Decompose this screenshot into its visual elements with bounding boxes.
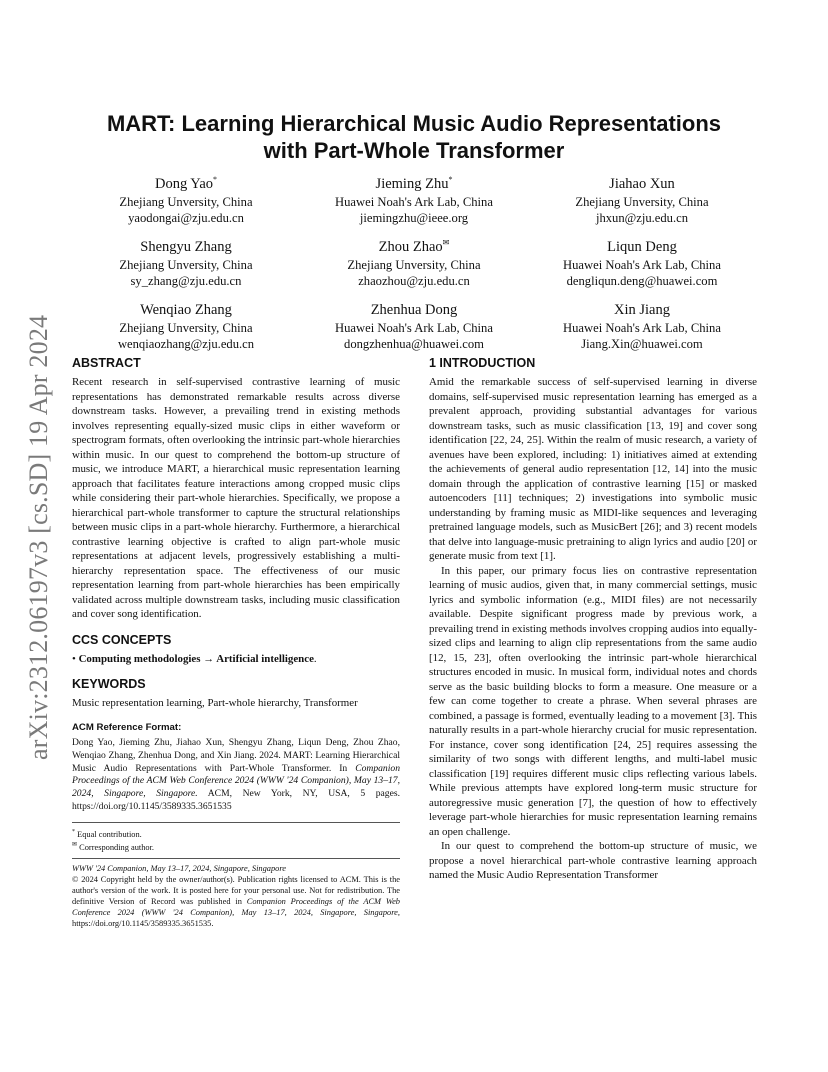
- author-card: [528, 170, 756, 226]
- author-card: [72, 296, 300, 352]
- arxiv-stamp: [22, 290, 56, 760]
- abstract-heading: ABSTRACT: [72, 356, 141, 370]
- left-column: [72, 355, 400, 929]
- copyright-notice: [72, 874, 400, 929]
- footnote-divider: [72, 822, 400, 823]
- equal-contribution-mark: *: [448, 175, 453, 184]
- title-line-2: with Part-Whole Transformer: [263, 138, 565, 163]
- abstract-text: Recent research in self-supervised contrastive learning of music representations has demonstrated remarkable results across diverse downstream tasks. However, a prevailing trend in existing methods involves representing equally-sized music clips in either waveform or spectrogram formats, often overlooking the intrinsic part-whole hierarchies within music. In our quest to comprehend the bottom-up structure of music, we introduce MART, a hierarchical music representation learning approach that facilitates feature interactions among cropped music clips while considering their part-whole hierarchies. Specifically, we propose a hierarchical part-whole transformer to capture the structural relationships between music clips in a part-whole hierarchy. Furthermore, a hierarchical contrastive learning objective is crafted to align part-whole music representations at adjacent levels, progressively establishing a multi-hierarchy representation space. The effectiveness of our music representation learning from part-whole hierarchies has been empirically validated across multiple downstream tasks, including music classification and cover song identification.: [72, 376, 400, 620]
- author-email[interactable]: sy_zhang@zju.edu.cn: [130, 273, 242, 288]
- acm-ref-text: [72, 737, 400, 814]
- author-email[interactable]: Jiang.Xin@huawei.com: [581, 336, 703, 351]
- arxiv-id[interactable]: arXiv:2312.06197v3 [cs.SD] 19 Apr 2024: [24, 314, 53, 760]
- author-card: [300, 233, 528, 289]
- acm-ref-tail[interactable]: ACM, New York, NY, USA, 5 pages. https://doi.org/10.1145/3589335.3651535: [72, 788, 400, 812]
- author-affiliation: Zhejiang Unversity, China: [119, 194, 253, 209]
- ccs-concepts: [72, 652, 400, 667]
- intro-paragraph-3: In our quest to comprehend the bottom-up structure of music, we propose a novel hierarchical part-whole contrastive learning approach named the Music Audio Representation Transformer: [429, 840, 757, 881]
- intro-paragraph-1: Amid the remarkable success of self-supervised learning in diverse domains, self-supervised music representation learning has emerged as a prevalent approach, providing substantial advantages for various downstream tasks, such as music classification [13, 19] and cover song identification [22, 24, 25]. Within the realm of music research, a variety of avenues have been explored, including: 1) initiatives aimed at extending the achievements of general audio representation [12, 14] into the music domain through the application of contrastive learning [15] or masked autoencoders [11] techniques; 2) investigations into symbolic music understanding by framing music as MIDI-like sequences and leveraging pretrained language models, such as MusicBert [26]; and 3) recent models that delve into language-music pretraining to align lyrics and audio [20] or generate music from text [1].: [429, 376, 757, 562]
- author-affiliation: Zhejiang Unversity, China: [347, 257, 481, 272]
- copyright-body: © 2024 Copyright held by the owner/author(s). Publication rights licensed to ACM. This is the author's version of the work. It is posted here for your personal use. Not for redistribution. The definitive Version of Record was published in: [72, 875, 400, 907]
- author-email[interactable]: jiemingzhu@ieee.org: [359, 210, 469, 225]
- author-name: Zhou Zhao: [378, 238, 443, 255]
- author-card: [300, 296, 528, 352]
- copyright-venue: [72, 863, 400, 874]
- author-name: Dong Yao: [154, 175, 213, 192]
- author-name: Wenqiao Zhang: [140, 301, 232, 318]
- copyright-divider: [72, 858, 400, 859]
- ccs-period: .: [313, 652, 317, 665]
- equal-contribution-mark: *: [213, 175, 217, 184]
- author-email[interactable]: dongzhenhua@huawei.com: [344, 336, 484, 351]
- author-email[interactable]: jhxun@zju.edu.cn: [595, 210, 689, 225]
- ccs-concept: Computing methodologies → Artificial intelligence: [78, 652, 314, 665]
- author-email[interactable]: wenqiaozhang@zju.edu.cn: [117, 336, 255, 351]
- author-name: Liqun Deng: [607, 238, 677, 255]
- copyright-proc: Companion Proceedings of the ACM Web Conference 2024 (WWW '24 Companion), May 13–17, 2024, Singapore, Singapore: [72, 897, 400, 918]
- paper-title: [72, 110, 756, 164]
- ccs-bullet: •: [72, 652, 76, 665]
- author-affiliation: Huawei Noah's Ark Lab, China: [335, 194, 493, 209]
- author-name: Shengyu Zhang: [140, 238, 232, 255]
- author-card: [300, 170, 528, 226]
- acm-ref-venue: Companion Proceedings of the ACM Web Conference 2024 (WWW '24 Companion), May 13–17, 2024, Singapore, Singapore.: [72, 762, 400, 800]
- author-email[interactable]: zhaozhou@zju.edu.cn: [358, 273, 470, 288]
- author-affiliation: Zhejiang Unversity, China: [119, 320, 253, 335]
- copyright-venue-line: WWW '24 Companion, May 13–17, 2024, Singapore, Singapore: [72, 864, 287, 874]
- envelope-icon: ✉: [442, 238, 450, 247]
- author-email[interactable]: dengliqun.deng@huawei.com: [566, 273, 718, 288]
- author-card: [528, 233, 756, 289]
- footnote-equal: [72, 827, 400, 840]
- footnote-corresponding: [72, 840, 400, 853]
- envelope-icon: ✉: [72, 841, 78, 848]
- right-column: [429, 355, 757, 883]
- acm-ref-lead: Dong Yao, Jieming Zhu, Jiahao Xun, Shengyu Zhang, Liqun Deng, Zhou Zhao, Wenqiao Zhang, Zhenhua Dong, and Xin Jiang. 2024. MART: Learning Hierarchical Music Audio Representations with Part-Whole Transformer. In: [72, 737, 400, 774]
- keywords-text: Music representation learning, Part-whole hierarchy, Transformer: [72, 697, 358, 709]
- author-affiliation: Huawei Noah's Ark Lab, China: [335, 320, 493, 335]
- footnote-equal-text: Equal contribution.: [77, 829, 142, 839]
- acm-ref-label: ACM Reference Format:: [72, 721, 182, 733]
- author-affiliation: Zhejiang Unversity, China: [575, 194, 709, 209]
- author-name: Zhenhua Dong: [370, 301, 458, 318]
- author-name: Jieming Zhu: [375, 175, 449, 192]
- footnote-corr-text: Corresponding author.: [79, 842, 155, 852]
- ccs-heading: CCS CONCEPTS: [72, 632, 172, 647]
- author-affiliation: Huawei Noah's Ark Lab, China: [563, 257, 721, 272]
- author-card: [72, 233, 300, 289]
- author-card: [72, 170, 300, 226]
- author-name: Xin Jiang: [614, 301, 670, 318]
- intro-heading: 1 INTRODUCTION: [429, 356, 536, 370]
- copyright-doi[interactable]: , https://doi.org/10.1145/3589335.3651535.: [72, 908, 400, 929]
- title-line-1: MART: Learning Hierarchical Music Audio Representations: [106, 111, 722, 136]
- author-name: Jiahao Xun: [609, 175, 675, 192]
- author-affiliation: Huawei Noah's Ark Lab, China: [563, 320, 721, 335]
- author-affiliation: Zhejiang Unversity, China: [119, 257, 253, 272]
- author-card: [528, 296, 756, 352]
- footnote-mark: *: [72, 828, 75, 835]
- intro-paragraph-2: In this paper, our primary focus lies on contrastive representation learning of music audios, given that, in many commercial settings, music lyrics and symbolic information (e.g., MIDI files) are not necessarily available. Despite significant progress made by previous work, a prevailing trend in existing methods involves cropping audios into equally-sized clips and learning to align clip representations from the same audio [12, 15, 23], often overlooking the intrinsic part-whole hierarchical structures encoded in music. In musical form, individual notes and chords serve as the basic building blocks to form a measure. One measure or a few can come together to create a phrase. When several phrases are combined, a passage is formed, eventually leading to a movement [3]. This naturally results in a part-whole hierarchy crucial for music representation. For instance, cover song identification [24, 25] requires assessing the similarity of two songs with different lengths, and multi-label music classification [19] requires different music clips reflecting various labels. While previous attempts have explored long-term music structure for autoregressive music generation [7], the question of how to effectively leverage part-whole hierarchies for music representation learning remains an open challenge.: [429, 564, 757, 838]
- author-email[interactable]: yaodongai@zju.edu.cn: [128, 210, 244, 225]
- keywords-heading: KEYWORDS: [72, 677, 146, 691]
